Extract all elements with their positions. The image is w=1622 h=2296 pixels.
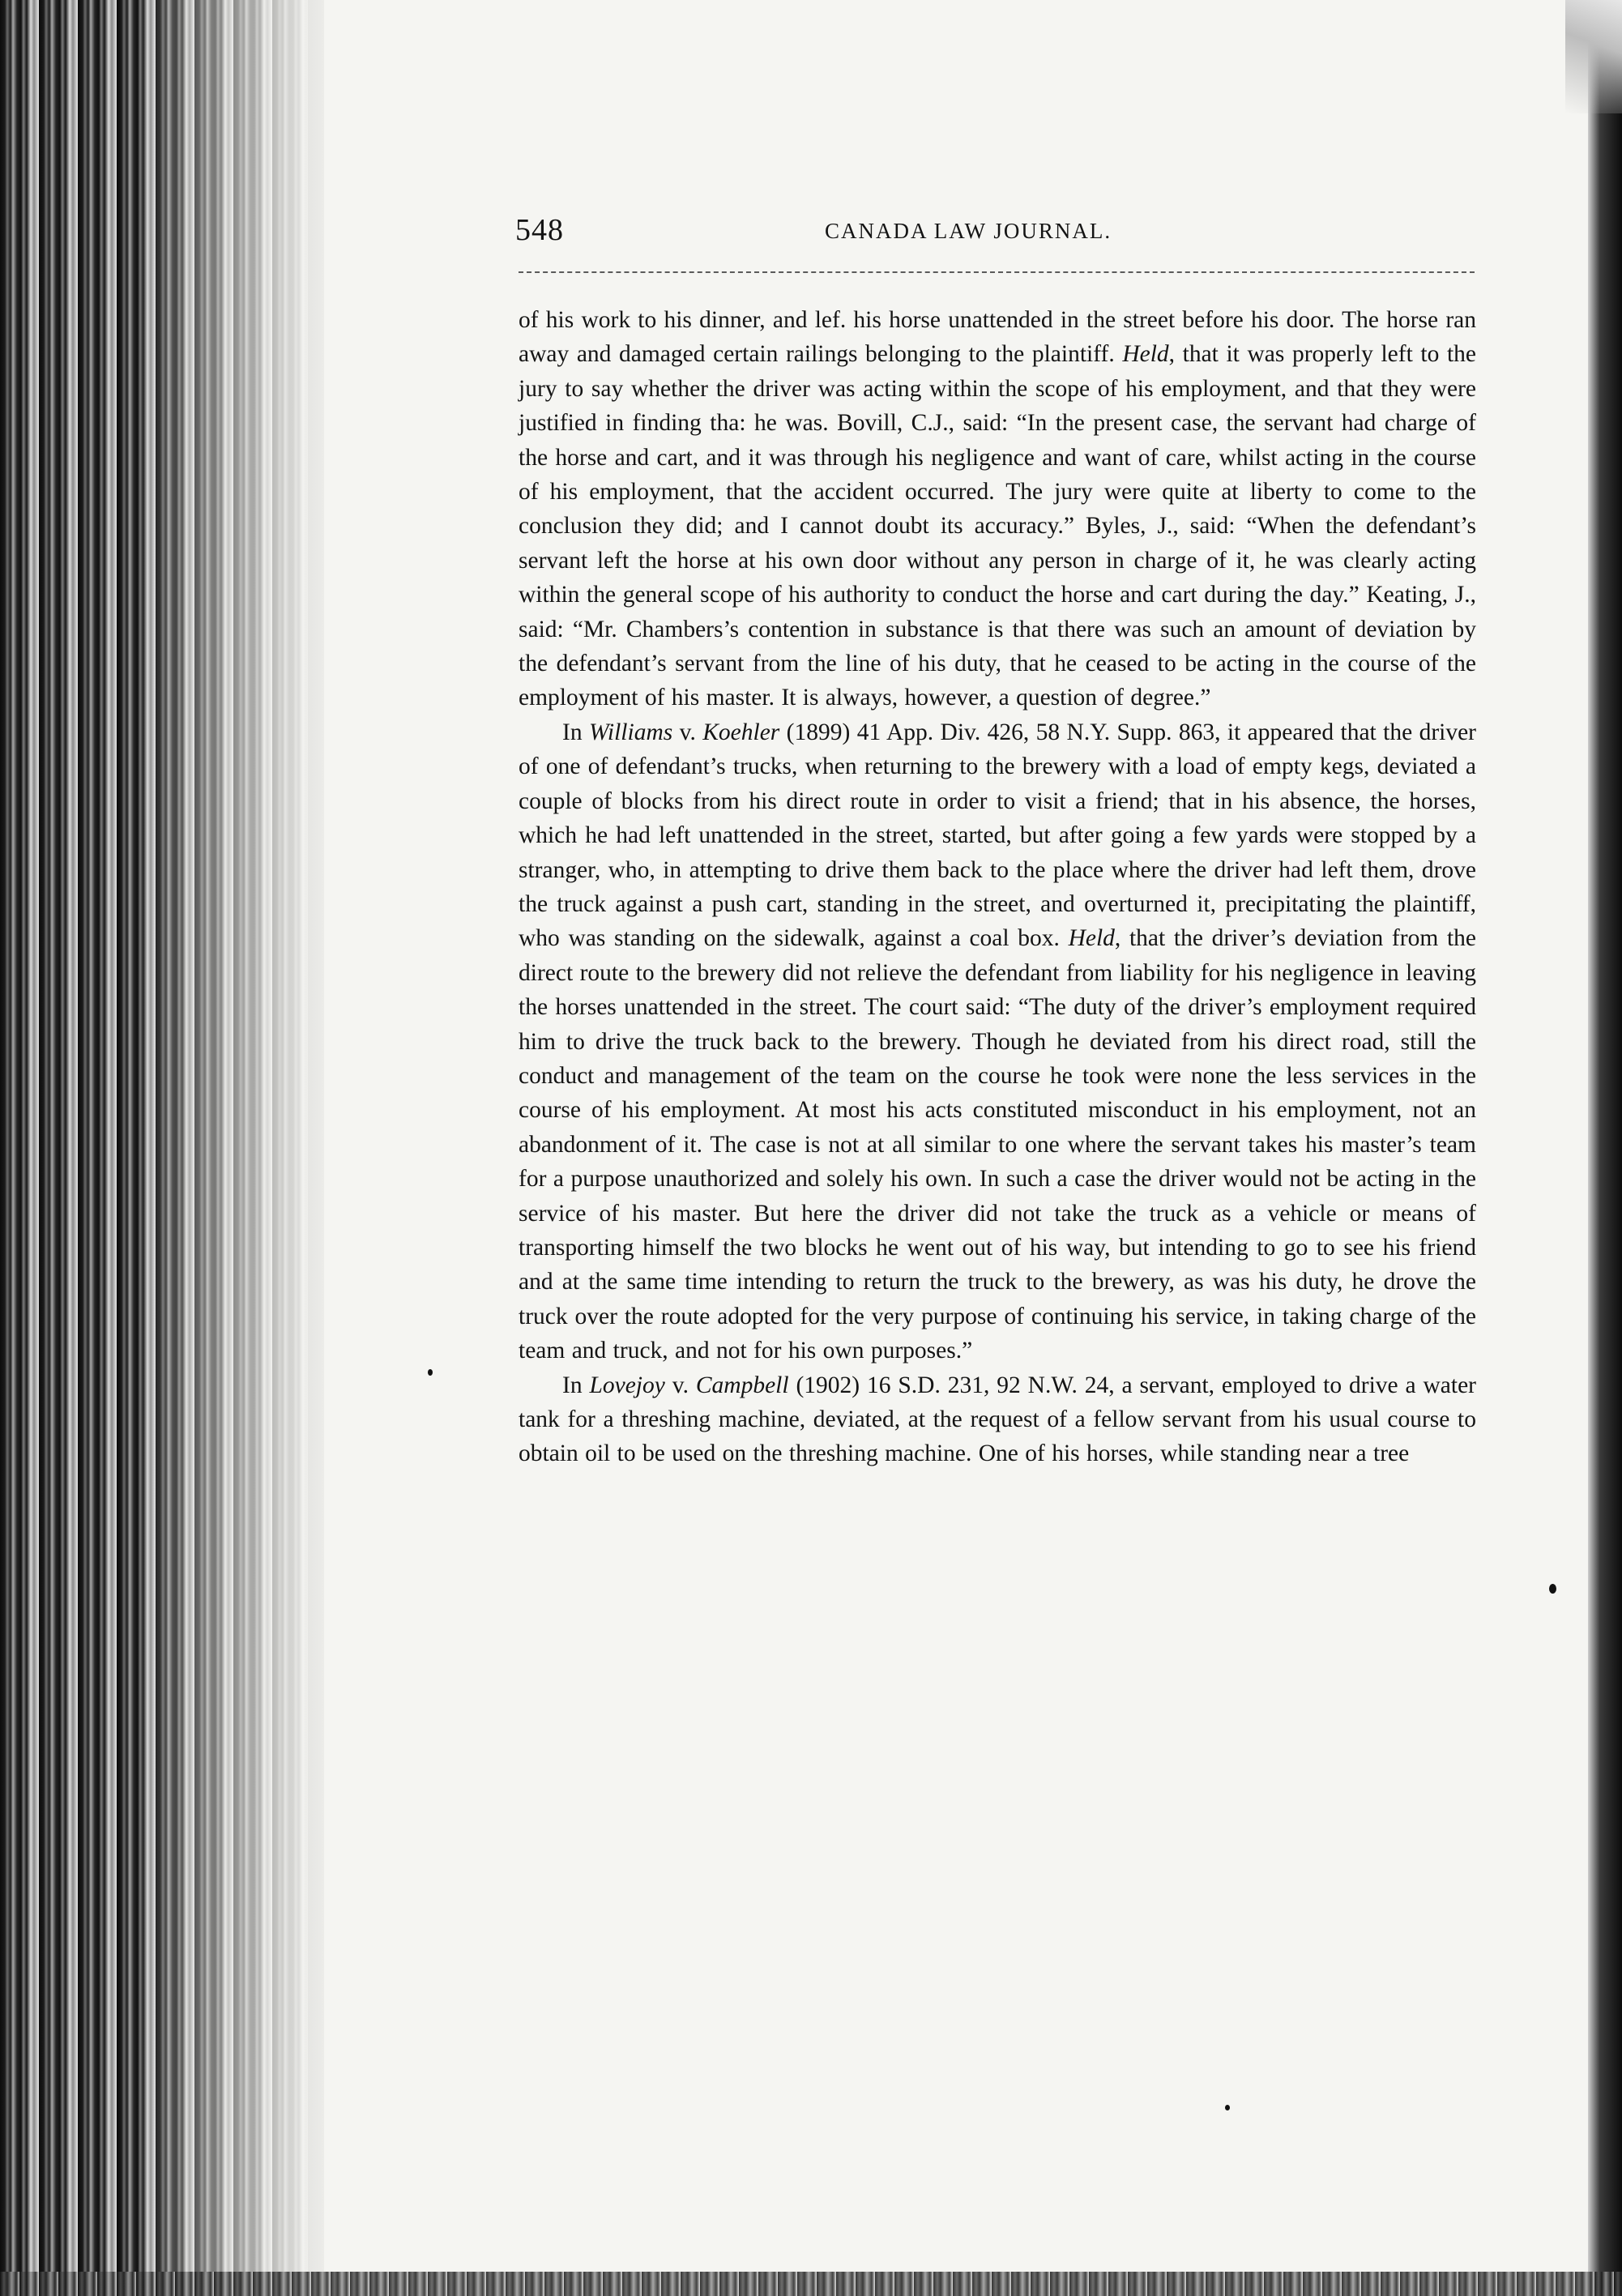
running-title: CANADA LAW JOURNAL. <box>825 219 1112 243</box>
italic-text: Koehler <box>702 719 780 745</box>
italic-text: Held <box>1068 925 1115 952</box>
text-segment: of his work to his dinner, and lef. his horse unattended in the street before his door. The horse ran away and damaged certain railings belonging to the plaintiff. <box>519 307 1476 368</box>
scan-gutter-fade <box>138 0 348 2296</box>
scan-speck <box>1549 1584 1556 1594</box>
page-header <box>515 212 1475 251</box>
paragraph <box>519 1368 1476 1471</box>
italic-text: Lovejoy <box>589 1372 665 1398</box>
text-segment: (1899) 41 App. Div. 426, 58 N.Y. Supp. 863, it appeared that the driver of one of defendant’s trucks, when returning to the brewery with a load of empty kegs, deviated a couple of blocks from his direct route in order to visit a friend; that in his absence, the horses, which he had left unattended in the street, started, but after going a few yards were stopped by a stranger, who, in attempting to drive them back to the place where the driver had left them, drove the truck against a push cart, standing in the street, and overturned it, precipitating the plaintiff, who was standing on the sidewalk, against a coal box. <box>519 719 1477 952</box>
scan-speck <box>1225 2105 1230 2110</box>
italic-text: Held <box>1122 341 1169 368</box>
page-number: 548 <box>515 213 564 247</box>
text-segment: In <box>562 719 589 745</box>
scan-speck <box>428 1369 433 1376</box>
text-segment: v. <box>664 1372 696 1398</box>
paragraph <box>519 303 1476 715</box>
body-text <box>519 303 1476 1471</box>
italic-text: Campbell <box>695 1372 789 1398</box>
paragraph <box>519 715 1476 1368</box>
italic-text: Williams <box>588 719 673 745</box>
scan-edge-right <box>1588 0 1622 2296</box>
scan-corner-fold <box>1565 0 1622 113</box>
text-segment: v. <box>672 719 703 745</box>
text-segment: (1902) 16 S.D. 231, 92 N.W. 24, a servant, employed to drive a water tank for a threshing machine, deviated, at the request of a fellow servant from his usual course to obtain oil to be used on the threshing machine. One of his horses, while standing near a tree <box>519 1372 1476 1467</box>
header-rule <box>519 271 1475 273</box>
text-segment: , that the driver’s deviation from the direct route to the brewery did not relieve the defendant from liability for his negligence in leaving the horses unattended in the street. The court said: “The duty of the driver’s employment required him to drive the truck back to the brewery. Though he deviated from his direct road, still the conduct and management of the team on the course he took were none the less services in the course of his employment. At most his acts constituted misconduct in his employment, not an abandonment of it. The case is not at all similar to one where the servant takes his master’s team for a purpose unauthorized and solely his own. In such a case the driver would not be acting in the service of his master. But here the driver did not take the truck as a vehicle or means of transporting himself the two blocks he went out of his way, but intending to go to see his friend and at the same time intending to return the truck to the brewery, as was his duty, he drove the truck over the route adopted for the very purpose of continuing his service, in taking charge of the team and truck, and not for his own purposes.” <box>519 925 1476 1364</box>
text-segment: In <box>562 1372 590 1398</box>
text-segment: , that it was properly left to the jury to say whether the driver was acting within the scope of his employment, and that they were justified in finding tha: he was. Bovill, C.J., said: “In the present case, the servant had charge of the horse and cart, and it was through his negligence and want of care, whilst acting in the course of his employment, that the accident occurred. The jury were quite at liberty to come to the conclusion they did; and I cannot doubt its accuracy.” Byles, J., said: “When the defendant’s servant left the horse at his own door without any person in charge of it, he was clearly acting within the general scope of his authority to conduct the horse and cart during the day.” Keating, J., said: “Mr. Chambers’s contention in substance is that there was such an amount of deviation by the defendant’s servant from the line of his duty, that he ceased to be acting in the course of the employment of his master. It is always, however, a question of degree.” <box>519 341 1476 711</box>
scan-edge-bottom <box>0 2272 1622 2296</box>
